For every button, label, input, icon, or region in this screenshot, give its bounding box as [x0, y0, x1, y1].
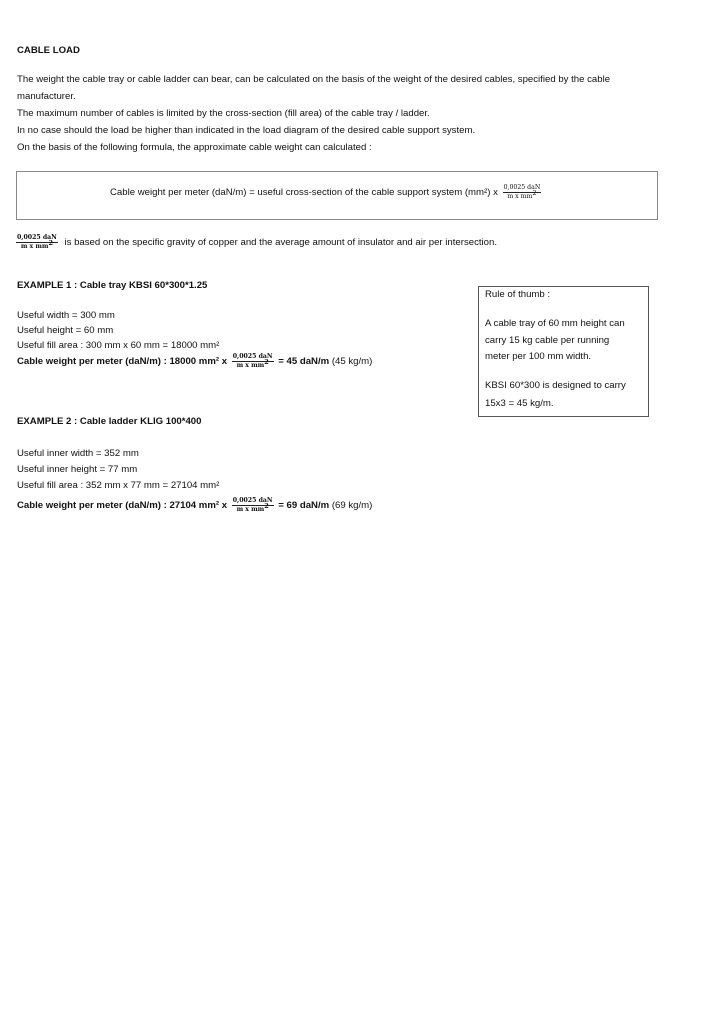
- example-1-height: Useful height = 60 mm: [17, 325, 114, 336]
- note: [16, 233, 497, 253]
- result-value: = 69 daN/m: [278, 500, 330, 511]
- rule-of-thumb-line-5: 15x3 = 45 kg/m.: [485, 398, 554, 409]
- result-kg: (45 kg/m): [331, 356, 373, 367]
- note-text: is based on the specific gravity of copper and the average amount of insulator and air per intersection.: [64, 237, 498, 248]
- result-prefix: Cable weight per meter (daN/m) : 27104 mm² x: [17, 500, 228, 511]
- intro-line-3: The maximum number of cables is limited by the cross-section (fill area) of the cable tray / ladder.: [17, 108, 430, 119]
- intro-line-2: manufacturer.: [17, 91, 76, 102]
- rule-of-thumb-line-4: KBSI 60*300 is designed to carry: [485, 380, 626, 391]
- page-title: CABLE LOAD: [17, 45, 80, 56]
- intro-line-5: On the basis of the following formula, the approximate cable weight can calculated :: [17, 142, 372, 153]
- fraction-numerator: 0,0025 daN: [232, 496, 273, 504]
- fraction-numerator: 0,0025 daN: [17, 233, 57, 241]
- formula-fraction: [503, 184, 542, 201]
- rule-of-thumb-line-1: A cable tray of 60 mm height can: [485, 318, 625, 329]
- rule-of-thumb-title: Rule of thumb :: [485, 289, 551, 300]
- fraction-denominator: m x $mm^2$: [507, 188, 537, 200]
- example-1-fill: Useful fill area : 300 mm x 60 mm = 18000 mm²: [17, 340, 220, 351]
- example-1-heading: EXAMPLE 1 : Cable tray KBSI 60*300*1.25: [17, 280, 208, 291]
- example-1-fraction: [232, 353, 274, 370]
- fraction-denominator: m x $mm^2$: [20, 238, 53, 250]
- note-fraction: [16, 234, 58, 251]
- example-2-height: Useful inner height = 77 mm: [17, 464, 138, 475]
- result-value: = 45 daN/m: [278, 356, 330, 367]
- fraction-denominator: m x $mm^2$: [236, 357, 269, 369]
- example-2-width: Useful inner width = 352 mm: [17, 448, 139, 459]
- rule-of-thumb-line-3: meter per 100 mm width.: [485, 351, 592, 362]
- fraction-denominator: m x $mm^2$: [236, 501, 269, 513]
- example-2-fill: Useful fill area : 352 mm x 77 mm = 27104 mm²: [17, 480, 220, 491]
- example-2-heading: EXAMPLE 2 : Cable ladder KLIG 100*400: [17, 416, 202, 427]
- rule-of-thumb-line-2: carry 15 kg cable per running: [485, 335, 610, 346]
- result-prefix: Cable weight per meter (daN/m) : 18000 mm² x: [17, 356, 228, 367]
- intro-line-1: The weight the cable tray or cable ladder can bear, can be calculated on the basis of the weight of the desired cables, specified by the cable: [17, 74, 611, 85]
- formula: [110, 183, 543, 203]
- fraction-numerator: 0,0025 daN: [232, 352, 273, 360]
- fraction-numerator: 0,0025 daN: [503, 183, 541, 191]
- example-1-width: Useful width = 300 mm: [17, 310, 115, 321]
- example-2-result: [17, 496, 372, 516]
- formula-text: Cable weight per meter (daN/m) = useful cross-section of the cable support system (mm²) x: [110, 187, 498, 198]
- intro-line-4: In no case should the load be higher than indicated in the load diagram of the desired cable support system.: [17, 125, 476, 136]
- example-1-result: [17, 352, 372, 372]
- result-kg: (69 kg/m): [331, 500, 373, 511]
- example-2-fraction: [232, 497, 274, 514]
